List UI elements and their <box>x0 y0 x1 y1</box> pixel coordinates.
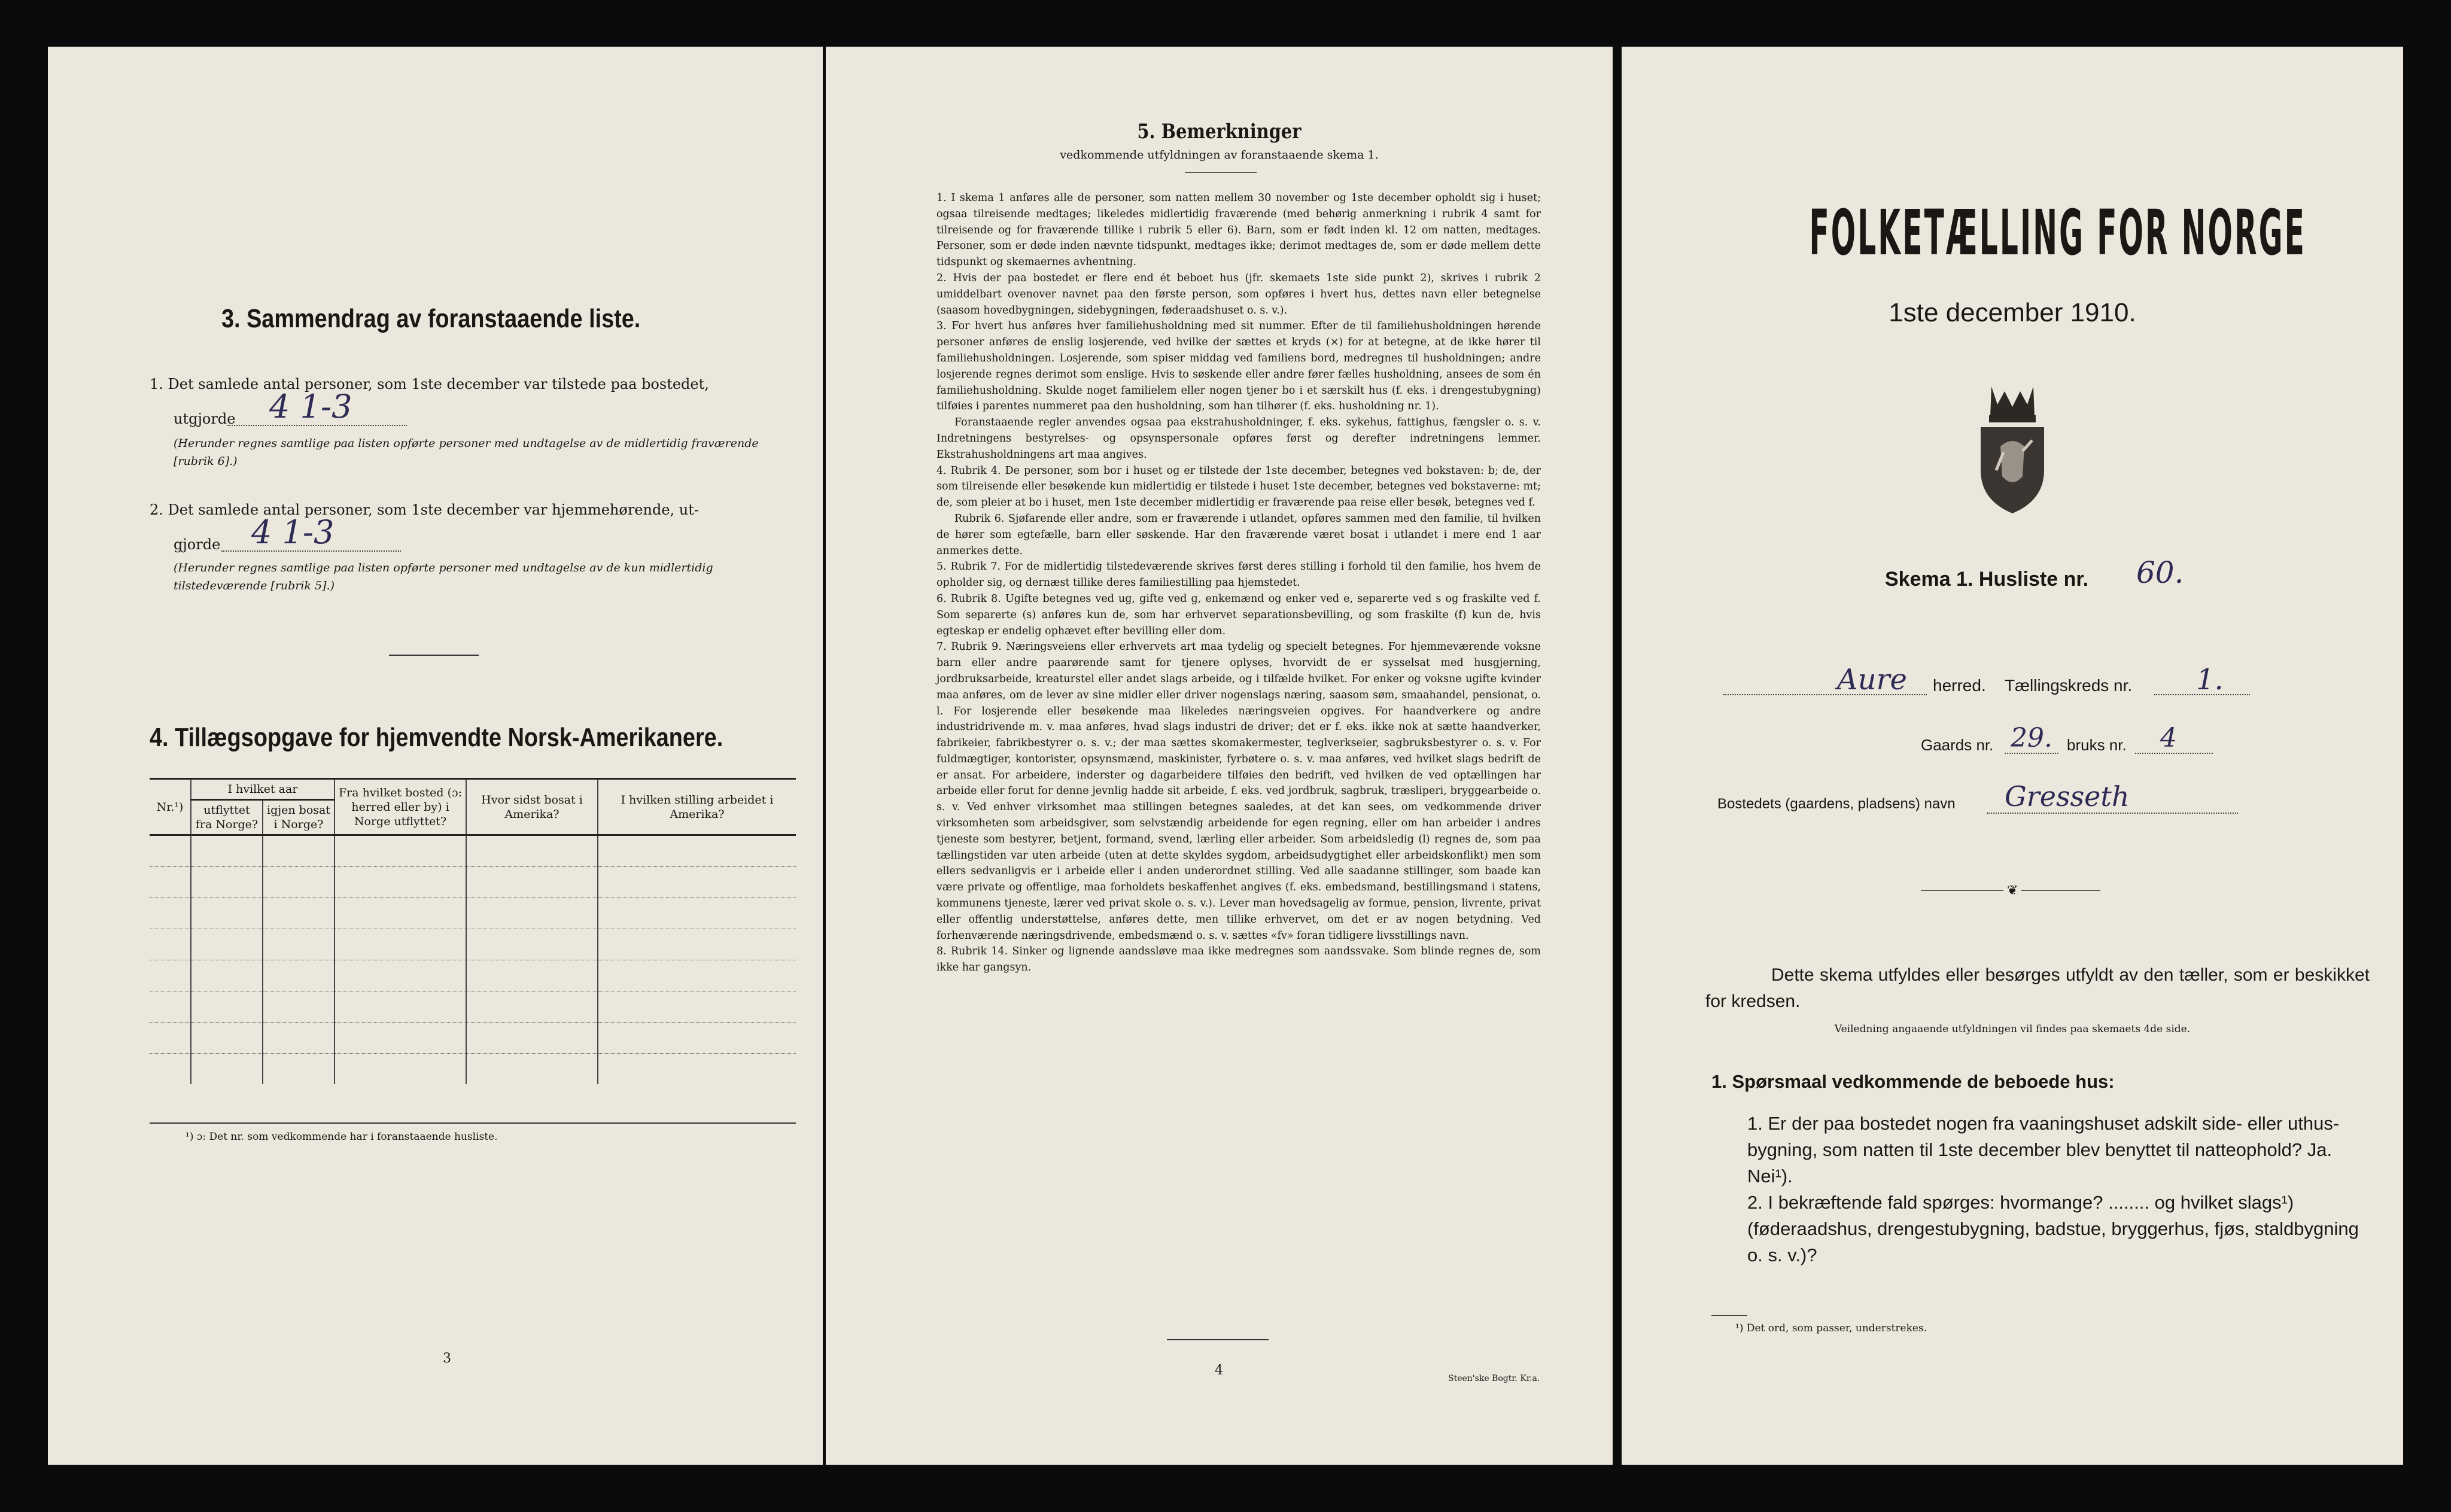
table-cell <box>191 991 263 1023</box>
table-cell <box>263 1054 334 1085</box>
table-cell <box>263 991 334 1023</box>
table-cell <box>598 1054 796 1085</box>
col-igjen: igjen bosat i Norge? <box>263 800 334 835</box>
item1-note: (Herunder regnes samtlige paa listen opførte personer med undtagelse av de midlertidig fraværende [rubrik 6].) <box>174 437 759 468</box>
herred-value: Aure <box>1837 663 1907 696</box>
census-date: 1ste december 1910. <box>1889 298 2136 327</box>
table-cell <box>150 1054 191 1085</box>
table-cell <box>150 898 191 929</box>
section3-title: 3. Sammendrag av foranstaaende liste. <box>221 304 641 333</box>
table-cell <box>150 867 191 898</box>
table-header-row <box>150 779 796 800</box>
table-body <box>150 835 796 1085</box>
table-cell <box>263 960 334 991</box>
remark-paragraph: Foranstaaende regler anvendes ogsaa paa ekstrahusholdninger, f. eks. sykehus, fattighus, fængsler o. s. v. Indretningens bestyrelses- og opsynspersonale opføres først og derefter indretningens lemmer. Ekstrahusholdningens art maa angives. <box>936 416 1541 461</box>
remarks-text <box>936 190 1541 976</box>
table-row <box>150 960 796 991</box>
table-cell <box>466 1054 598 1085</box>
bosted-line <box>1987 813 2238 814</box>
remarks-title: 5. Bemerkninger <box>1137 120 1301 144</box>
bosted-value: Gresseth <box>2005 780 2130 813</box>
table-cell <box>466 929 598 960</box>
table-cell <box>150 1023 191 1054</box>
table-cell <box>598 867 796 898</box>
bruks-value: 4 <box>2160 723 2177 753</box>
table-cell <box>334 835 466 867</box>
table-cell <box>598 929 796 960</box>
table-cell <box>334 1054 466 1085</box>
remark-paragraph: 8. Rubrik 14. Sinker og lignende aandssløve maa ikke medregnes som aandssvake. Som blinde regnes de, som ikke har gangsyn. <box>936 945 1541 974</box>
table-cell <box>150 835 191 867</box>
summary-item-1: 1. Det samlede antal personer, som 1ste december var tilstede paa bostedet, <box>150 376 709 393</box>
table-cell <box>334 960 466 991</box>
remark-paragraph: 2. Hvis der paa bostedet er flere end ét beboet hus (jfr. skemaets 1ste side punkt 2), skrives i rubrik 2 umiddelbart ovenover navnet paa den første person, som opføres i hvert hus, dettes navn eller betegnelse (saasom hovedbygningen, sidebygningen, føderaadshuset o. s. v.). <box>936 272 1541 317</box>
remark-paragraph: 5. Rubrik 7. For de midlertidig tilstedeværende skrives først deres stilling i forhold til den familie, hos hvem de opholder sig, og dernæst tillike deres familiestilling paa hjemstedet. <box>936 561 1541 589</box>
item2-note: (Herunder regnes samtlige paa listen opførte personer med undtagelse av de kun midlertidig tilstedeværende [rubrik 5].) <box>174 561 713 592</box>
item2-handwritten: 4 1-3 <box>251 513 334 551</box>
item1-label: utgjorde <box>174 410 236 427</box>
table-cell <box>263 898 334 929</box>
table-cell <box>598 991 796 1023</box>
table-cell <box>598 960 796 991</box>
remark-paragraph: 4. Rubrik 4. De personer, som bor i huset og er tilstede der 1ste december, betegnes ved bokstaven: b; de, der som tilreisende eller besøkende kun midlertidig er tilstede i huset 1ste december, betegnes ved bokstaverne: mt; de, som pleier at bo i huset, men 1ste december midlertidig er fraværende paa reise eller besøk, betegnes ved f. <box>936 464 1541 509</box>
table-cell <box>334 867 466 898</box>
krets-value: 1. <box>2196 663 2224 696</box>
table-cell <box>466 835 598 867</box>
remark-paragraph: 1. I skema 1 anføres alle de personer, som natten mellem 30 november og 1ste december opholdt sig i huset; ogsaa tilreisende medtages; likeledes midlertidig fraværende (med behørig anmerkning i rubrik 4 samt for tilreisende og for fraværende tillike i rubrik 5 eller 6). Barn, som er født inden kl. 12 om natten, medtages. Personer, som er døde inden nævnte tidspunkt, medtages ikke; derimot medtages de, som er døde mellem dette tidspunkt og skemaernes avhentning. <box>936 192 1541 269</box>
remark-paragraph: 3. For hvert hus anføres hver familiehusholdning med sit nummer. Efter de til familiehusholdningen hørende personer anføres de enslig losjerende, ved hvilke der sættes et kryds (×) for at betegne, at de ikke hører til familiehusholdningen. Losjerende, som spiser middag ved familiens bord, medregnes til husholdningen; andre losjerende regnes derimot som enslige. Hvis to søskende eller andre fører fælles husholdning, ansees de som én familiehusholdning. Skulde noget familielem eller nogen tjener bo i et særskilt hus (f. eks. i drengestubygning) tilføies i parentes nummeret paa den husholdning, som han tilhører (f. eks. husholdning nr. 1). <box>936 320 1541 413</box>
col-stilling: I hvilken stilling arbeidet i Amerika? <box>598 779 796 835</box>
table-cell <box>598 1023 796 1054</box>
page-number-3: 3 <box>443 1351 451 1366</box>
table-cell <box>150 991 191 1023</box>
table-cell <box>334 1023 466 1054</box>
table-cell <box>466 1023 598 1054</box>
col-group-aar: I hvilket aar <box>191 779 334 800</box>
herred-label: herred. <box>1933 676 1986 695</box>
page1-footnote: ¹) ɔ: Det nr. som vedkommende har i foranstaaende husliste. <box>186 1131 498 1143</box>
gaards-value: 29. <box>2011 723 2052 753</box>
table-cell <box>466 960 598 991</box>
page-number-4: 4 <box>1215 1363 1223 1378</box>
table-row <box>150 898 796 929</box>
table-cell <box>191 1023 263 1054</box>
bosted-label: Bostedets (gaardens, pladsens) navn <box>1717 796 1956 812</box>
table-cell <box>191 867 263 898</box>
table-bottom-rule <box>150 1122 796 1124</box>
separator <box>389 655 479 656</box>
question-heading: 1. Spørsmaal vedkommende de beboede hus: <box>1711 1071 2115 1092</box>
skema-label: Skema 1. Husliste nr. <box>1885 568 2089 591</box>
table-cell <box>334 898 466 929</box>
table-cell <box>263 835 334 867</box>
item2-label: gjorde <box>174 536 221 553</box>
table-cell <box>466 867 598 898</box>
col-hvor: Hvor sidst bosat i Amerika? <box>466 779 598 835</box>
skema-husliste-value: 60. <box>2136 555 2184 590</box>
norwegian-coat-of-arms-icon <box>1968 381 2057 518</box>
ornament-icon: ❦ <box>2003 883 2021 898</box>
table-row <box>150 991 796 1023</box>
table-row <box>150 835 796 867</box>
col-fra: Fra hvilket bosted (ɔ: herred eller by) i Norge utflyttet? <box>334 779 466 835</box>
table-cell <box>191 1054 263 1085</box>
question-1: 1. Er der paa bostedet nogen fra vaaningshuset adskilt side- eller uthus-bygning, som natten til 1ste december blev benyttet til natteophold? Ja. Nei¹). <box>1747 1113 2340 1187</box>
table-cell <box>466 898 598 929</box>
col-utflyttet: utflyttet fra Norge? <box>191 800 263 835</box>
remark-paragraph: 7. Rubrik 9. Næringsveiens eller erhvervets art maa tydelig og specielt betegnes. For hjemmeværende voksne barn eller andre paarørende samt for tjenere oplyses, hvorvidt de er sysselsat med husgjerning, jordbruksarbeide, kreaturstel eller andet slags arbeide, og i tilfælde hvilket. For enker og voksne ugifte kvinder maa anføres, om de lever av sine midler eller driver nogenslags næring, saasom søm, smaahandel, pensionat, o. l. For losjerende eller besøkende maa likeledes næringsveien opgives. For haandverkere og andre industridrivende m. v. maa anføres, hvad slags industri de driver; det er f. eks. ikke nok at sætte haandverker, fabrikeier, fabrikbestyrer o. s. v.; der maa sættes skomakermester, teglverkseier, sagbruksbestyrer o. s. v. For fuldmægtiger, kontorister, opsynsmænd, maskinister, fyrbøtere o. s. v. maa anføres, ved hvilket slags bedrift de er ansat. For arbeidere, inderster og dagarbeidere tilføies den bedrift, ved hvilken de ved optællingen har arbeide eller forut for denne jevnlig hadde sit arbeide, f. eks. ved jordbruk, sagbruk, træsliperi, bryggearbeide o. s. v. Ved enhver virksomhet maa stillingen betegnes saaledes, at det kan sees, om vedkommende driver virksomheten som arbeidsgiver, som selvstændig arbeidende for egen regning, eller om han arbeider i andres tjeneste som bestyrer, betjent, formand, svend, lærling eller arbeider. Som arbeidsledig (l) regnes de, som paa tællingstiden var uten arbeide (uten at dette skyldes sygdom, arbeidsudygtighet eller arbeidskonflikt) men som ellers sedvanligvis er i arbeide eller i anden underordnet stilling. Ved alle saadanne stillinger, som baade kan være private og offentlige, maa forholdets beskaffenhet angives (f. eks. embedsmand, bestillingsmand i statens, kommunens tjeneste, lærer ved privat skole o. s. v.). Lever man hovedsagelig av formue, pension, livrente, privat eller offentlig understøttelse, anføres dette, men tillike erhvervet, om det er av nogen betydning. Ved forhenværende næringsdrivende, embedsmænd o. s. v. sættes «fv» foran tidligere livsstillings navn. <box>936 641 1541 942</box>
krets-label: Tællingskreds nr. <box>2005 676 2133 695</box>
remark-paragraph: Rubrik 6. Sjøfarende eller andre, som er fraværende i utlandet, opføres sammen med den familie, til hvilken de hører som egtefælle, barn eller søskende. Har den fraværende været bosat i utlandet i mere end 1 aar anmerkes dette. <box>936 512 1541 557</box>
summary-item-2: 2. Det samlede antal personer, som 1ste december var hjemmehørende, ut- <box>150 501 699 518</box>
col-nr: Nr.¹) <box>156 800 184 814</box>
table-cell <box>598 835 796 867</box>
gaards-label: Gaards nr. <box>1921 736 1994 754</box>
table-row <box>150 867 796 898</box>
remarks-subtitle: vedkommende utfyldningen av foranstaaende skema 1. <box>1060 148 1379 162</box>
table-cell <box>150 960 191 991</box>
main-title: FOLKETÆLLING FOR NORGE <box>1809 196 2306 269</box>
remarks-end-rule <box>1167 1339 1269 1340</box>
table-cell <box>263 1023 334 1054</box>
table-row <box>150 929 796 960</box>
question-2: 2. I bekræftende fald spørges: hvormange? ........ og hvilket slags¹) (føderaadshus, drengestubygning, badstue, bryggerhus, fjøs, staldbygning o. s. v.)? <box>1747 1192 2359 1265</box>
page-cover <box>1622 47 2403 1465</box>
table-cell <box>334 991 466 1023</box>
page-summary <box>48 47 823 1465</box>
table-row <box>150 1023 796 1054</box>
table-cell <box>466 991 598 1023</box>
bruks-label: bruks nr. <box>2067 736 2127 754</box>
footnote-rule <box>1711 1315 1747 1316</box>
page-remarks <box>826 47 1613 1465</box>
intro-text: Dette skema utfyldes eller besørges utfyldt av den tæller, som er beskikket for kredsen. <box>1705 965 2370 1011</box>
item1-handwritten: 4 1-3 <box>269 388 352 425</box>
table-cell <box>150 929 191 960</box>
remarks-rule <box>1185 172 1257 173</box>
veiledning-text: Veiledning angaaende utfyldningen vil findes paa skemaets 4de side. <box>1834 1023 2191 1035</box>
remark-paragraph: 6. Rubrik 8. Ugifte betegnes ved ug, gifte ved g, enkemænd og enker ved e, separerte ved s og fraskilte ved f. Som separerte (s) anføres kun de, som har erhvervet separationsbevilling, og som fraskilte (f) kun de, hvis egteskap er endelig ophævet efter bevilling eller dom. <box>936 592 1541 637</box>
section4-title: 4. Tillægsopgave for hjemvendte Norsk-Amerikanere. <box>150 723 723 752</box>
table-cell <box>334 929 466 960</box>
table-cell <box>191 929 263 960</box>
page3-footnote: ¹) Det ord, som passer, understrekes. <box>1735 1322 1927 1334</box>
table-row <box>150 1054 796 1085</box>
table-cell <box>191 960 263 991</box>
table-cell <box>191 898 263 929</box>
table-cell <box>263 867 334 898</box>
table-cell <box>191 835 263 867</box>
printer-mark: Steen'ske Bogtr. Kr.a. <box>1448 1374 1540 1383</box>
table-cell <box>263 929 334 960</box>
table-cell <box>598 898 796 929</box>
norsk-amerikanere-table <box>150 778 796 1084</box>
